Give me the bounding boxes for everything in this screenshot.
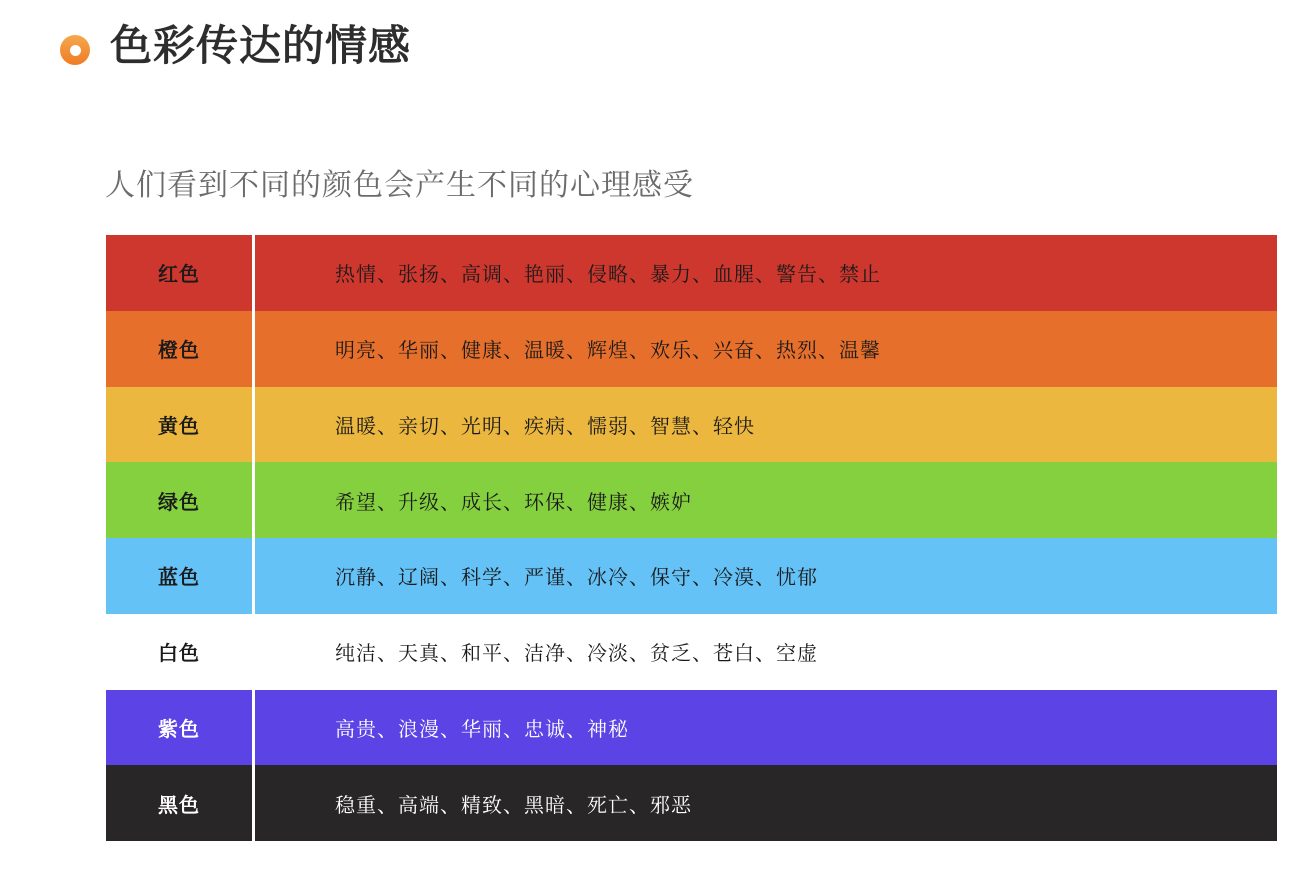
color-emotions-cell: 热情、张扬、高调、艳丽、侵略、暴力、血腥、警告、禁止: [335, 264, 881, 287]
color-row: [106, 462, 1277, 538]
color-name-cell: 蓝色: [106, 538, 255, 614]
color-row: [106, 614, 1277, 690]
page-header: [60, 22, 411, 70]
color-emotions-cell: 纯洁、天真、和平、洁净、冷淡、贫乏、苍白、空虚: [335, 643, 818, 666]
color-emotions-cell: 高贵、浪漫、华丽、忠诚、神秘: [335, 718, 629, 741]
color-emotions-cell: 希望、升级、成长、环保、健康、嫉妒: [335, 491, 692, 514]
color-name-cell: 绿色: [106, 462, 255, 538]
color-emotions-cell: 温暖、亲切、光明、疾病、懦弱、智慧、轻快: [335, 415, 755, 438]
orange-donut-icon: [60, 35, 90, 65]
color-name-cell: 橙色: [106, 311, 255, 387]
color-row: [106, 235, 1277, 311]
color-emotions-cell: 明亮、华丽、健康、温暖、辉煌、欢乐、兴奋、热烈、温馨: [335, 340, 881, 363]
color-name-cell: 红色: [106, 235, 255, 311]
color-row: [106, 387, 1277, 463]
intro-text: 人们看到不同的颜色会产生不同的心理感受: [105, 169, 694, 202]
color-table: [106, 235, 1277, 841]
color-row: [106, 690, 1277, 766]
color-name-cell: 白色: [106, 614, 255, 690]
color-emotions-cell: 稳重、高端、精致、黑暗、死亡、邪恶: [335, 794, 692, 817]
color-row: [106, 538, 1277, 614]
color-name-cell: 黄色: [106, 387, 255, 463]
color-row: [106, 311, 1277, 387]
color-emotions-cell: 沉静、辽阔、科学、严谨、冰冷、保守、冷漠、忧郁: [335, 567, 818, 590]
color-row: [106, 765, 1277, 841]
color-name-cell: 黑色: [106, 765, 255, 841]
page-title: 色彩传达的情感: [110, 22, 412, 69]
color-name-cell: 紫色: [106, 690, 255, 766]
